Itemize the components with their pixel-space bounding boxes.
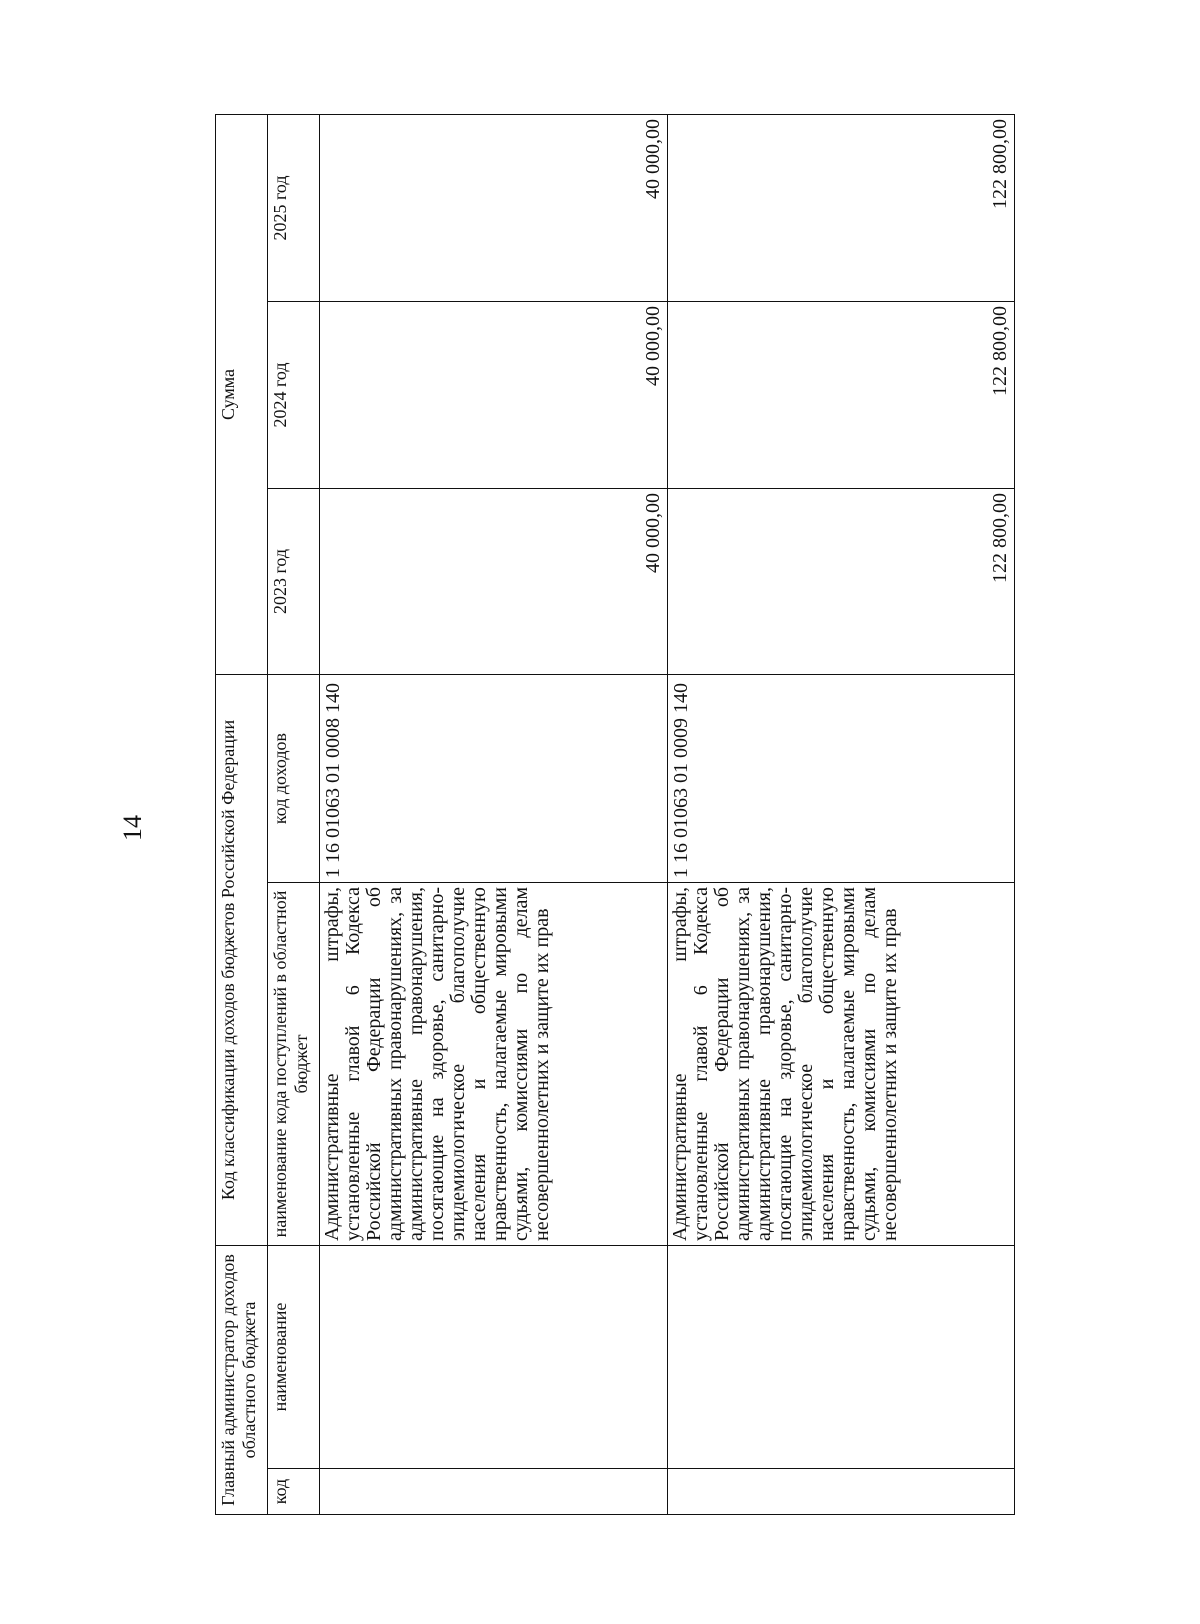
table-row	[667, 114, 1014, 1514]
cell-income-name: Административные штрафы, установленные главой 6 Кодекса Российской Федерации об административных правонарушениях, за административные правонарушения, посягающие на здоровье, санитарно-эпидемиологическое благополучие населения и общественную нравственность, налагаемые мировыми судьями, комиссиями по делам несовершеннолетних и защите их прав	[667, 883, 1014, 1246]
cell-2025: 40 000,00	[320, 114, 667, 301]
table-row	[320, 114, 667, 1514]
header-income-name: наименование кода поступлений в областной бюджет	[268, 883, 320, 1246]
header-name: наименование	[268, 1246, 320, 1469]
header-code: код	[268, 1469, 320, 1515]
header-2023: 2023 год	[268, 489, 320, 675]
header-row-2	[268, 114, 320, 1514]
cell-2024: 40 000,00	[320, 302, 667, 489]
cell-name	[667, 1246, 1014, 1469]
cell-2023: 122 800,00	[667, 489, 1014, 675]
page-number: 14	[118, 815, 147, 841]
header-row-1	[216, 114, 268, 1514]
header-admin-group: Главный администратор доходов областного бюджета	[216, 1246, 268, 1515]
cell-2023: 40 000,00	[320, 489, 667, 675]
header-2024: 2024 год	[268, 302, 320, 489]
cell-code	[320, 1469, 667, 1515]
header-2025: 2025 год	[268, 114, 320, 301]
cell-income-name: Административные штрафы, установленные главой 6 Кодекса Российской Федерации об административных правонарушениях, за административные правонарушения, посягающие на здоровье, санитарно-эпидемиологическое благополучие населения и общественную нравственность, налагаемые мировыми судьями, комиссиями по делам несовершеннолетних и защите их прав	[320, 883, 667, 1246]
cell-income-code: 1 16 01063 01 0008 140	[320, 675, 667, 883]
income-table	[215, 114, 1015, 1515]
cell-name	[320, 1246, 667, 1469]
header-classification-group: Код классификации доходов бюджетов Российской Федерации	[216, 675, 268, 1246]
rotated-table-container	[215, 115, 1015, 1515]
cell-code	[667, 1469, 1014, 1515]
header-sum-group: Сумма	[216, 114, 268, 674]
header-income-code: код доходов	[268, 675, 320, 883]
cell-income-code: 1 16 01063 01 0009 140	[667, 675, 1014, 883]
cell-2025: 122 800,00	[667, 114, 1014, 301]
cell-2024: 122 800,00	[667, 302, 1014, 489]
